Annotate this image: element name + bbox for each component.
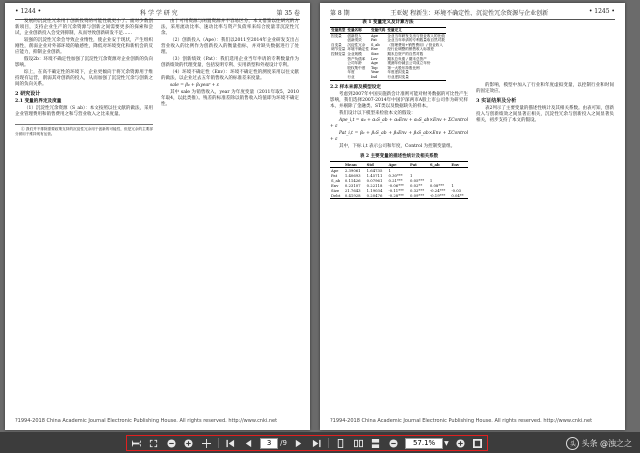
viewer-toolbar <box>126 435 488 451</box>
section-heading: 2 研究设计 <box>15 91 41 97</box>
table-cell: 期末总资产的自然对数 <box>387 51 424 56</box>
paragraph: 较强的沉淀性冗余会导致企业惰性，使企业安于现状，产生组织刚性，削弱企业对外部环境的敏感性，降低对环境变化和新机会的反应能力，抑制企业创新。 <box>15 38 153 55</box>
table-cell: 21.7643 <box>344 188 361 193</box>
paragraph: 其中 sale 为销售收入，year 为年度变量（2011年取5，2010年取4，以此类推）。残差的标准差除以销售收入均值即为环境不确定性。 <box>161 90 299 107</box>
text-column-right <box>161 19 299 109</box>
watermark-text: 头条 @浊之之 <box>581 439 632 448</box>
fit-width-icon[interactable] <box>130 437 142 449</box>
toolbar-separator <box>218 438 219 448</box>
table-cell: 沉淀性冗余 <box>347 42 366 47</box>
page-footer: ?1994-2018 China Academic Journal Electronic Publishing House. All rights reserved. http://www.cnki.net <box>330 418 593 424</box>
table-cell: 1.64735 <box>366 168 383 173</box>
paragraph: 表2列示了主要变量的描述性统计及其相关系数。由表可知，创新投入与创新绩效之间显著正相关，沉淀性冗余与创新投入之间显著负相关，初步支持了本文的假设。 <box>476 106 614 123</box>
table-cell: 0.30*** <box>388 173 403 178</box>
table-cell: 行业 <box>347 74 355 79</box>
table-cell: 0.20476 <box>366 193 383 198</box>
table-cell: 期末总负债 / 期末总资产 <box>387 56 427 61</box>
table-header-cell: S_ab <box>429 162 440 167</box>
paragraph: （3）创新绩效（Pat）：我们选用企业当年申请的专利数量作为创新绩效的代理变量，包括发明专利、实用新型和外观设计专利。 <box>161 57 299 68</box>
table-cell: 1 <box>409 173 413 178</box>
table-cell <box>330 75 346 80</box>
table-cell: 1 <box>429 178 433 183</box>
watermark <box>566 437 632 450</box>
page-footer: ?1994-2018 China Academic Journal Electronic Publishing House. All rights reserved. http://www.cnki.net <box>15 418 278 424</box>
table-cell: Pat <box>331 173 338 178</box>
table-cell: Env <box>331 183 339 188</box>
paragraph: （1）沉淀性冗余资源（S_ab）：本文按照以往文献的做法，采用企业管理费用和销售费用之和与营业收入之比来度量。 <box>15 106 153 117</box>
zoom-level-selector[interactable] <box>405 438 449 449</box>
table-cell: -0.03 <box>451 188 462 193</box>
table-header-cell: 变量定义 <box>387 28 402 32</box>
fullscreen-icon[interactable] <box>472 437 484 449</box>
header-page-number: • 1245 • <box>588 8 615 15</box>
table-row <box>330 75 446 80</box>
double-page-icon[interactable] <box>352 437 364 449</box>
table-cell: 控制变量 <box>331 51 346 56</box>
table-cell: 自变量 <box>331 42 342 47</box>
table-cell: 创新投入 <box>347 33 362 38</box>
first-page-icon[interactable] <box>225 437 237 449</box>
table-caption: 表 1 变量定义及计算方法 <box>362 20 414 25</box>
table-cell: Age <box>370 61 378 66</box>
table-cell: -0.11*** <box>388 188 404 193</box>
table-cell: -0.28*** <box>388 193 404 198</box>
table-cell: 公司年龄 <box>347 61 362 66</box>
table-header-cell: Ape <box>388 162 397 167</box>
table-cell: 企业当年申请的专利数量取自然对数 <box>387 38 445 43</box>
header-page-number: • 1244 • <box>15 8 42 15</box>
document-page-left <box>5 3 310 430</box>
table-cell: Lev <box>370 56 378 61</box>
table-cell: 调节变量 <box>331 47 346 52</box>
table-cell: 0.22118 <box>366 183 383 188</box>
section-heading: 3 实证结果及分析 <box>476 98 517 104</box>
fit-page-icon[interactable] <box>148 437 160 449</box>
table-cell: Ind <box>370 74 377 79</box>
paragraph: 其中，下标 i,t 表示公司和年度，Control 为控制变量组。 <box>339 144 456 149</box>
table-cell: Env <box>370 47 378 52</box>
table-cell: 0.23107 <box>344 183 361 188</box>
table-cell: 0.07961 <box>366 178 383 183</box>
table-cell: 0.11426 <box>344 178 361 183</box>
footnote: ① 我们并不排除需要政策支持的沉淀性冗余用于创新的可能性，但是冗余的主要部分被用于维持现有运营。 <box>15 124 153 136</box>
zoom-plus-icon[interactable] <box>454 437 466 449</box>
equation: Ape_i,t = α₀ + α₁S_ab + α₂Env + α₃S_ab×Env + ΣControl + ε <box>330 118 468 129</box>
page-number-input[interactable] <box>260 438 278 449</box>
paragraph: 考虑到2007年中国实施新会计准则可能对财务数据的可比性产生影响，我们选择2007-2014年中国沪深两市A股上市公司作为研究样本，并剔除了金融类、ST类以及数据缺失的样本。 <box>330 92 468 109</box>
single-page-icon[interactable] <box>335 437 347 449</box>
table-cell: 资产负债率 <box>347 56 366 61</box>
table-cell: 0.21*** <box>388 178 403 183</box>
table-cell: 企业规模 <box>347 51 362 56</box>
table-cell: Top <box>370 65 378 70</box>
table-cell: 0.08*** <box>429 183 445 188</box>
table-cell: 经行业调整的销售收入标准差 <box>387 47 435 52</box>
table-cell: 观测年份减去公司成立年份 <box>387 61 431 66</box>
zoom-in-icon[interactable] <box>183 437 195 449</box>
table-cell: 年度虚拟变量 <box>387 70 409 75</box>
table-row <box>330 193 468 199</box>
table-cell: -0.24*** <box>429 188 446 193</box>
variable-definition-table <box>330 20 446 81</box>
page-header <box>330 8 615 20</box>
table-cell: Debt <box>331 193 341 198</box>
table-cell: Size <box>331 188 340 193</box>
page-navigator <box>260 438 287 449</box>
page-total: /9 <box>280 439 287 447</box>
table-cell: 0.41928 <box>344 193 361 198</box>
table-header-cell: 变量代码 <box>370 28 386 32</box>
table-caption: 表 2 主要变量的描述性统计及相关系数 <box>359 154 439 159</box>
subsection-heading: 2.1 变量的界定及度量 <box>15 99 62 104</box>
zoom-level-input[interactable] <box>405 438 443 449</box>
table-cell: 1.19034 <box>366 188 383 193</box>
table-cell: 创新绩效 <box>347 38 362 43</box>
text-column-left <box>15 19 153 137</box>
header-journal: 科 学 学 研 究 <box>140 10 178 17</box>
text-column-right <box>476 83 614 125</box>
table-cell: 0.04** <box>451 193 464 198</box>
table-cell: 1 <box>451 183 454 188</box>
header-issue: 第 35 卷 <box>276 10 300 17</box>
table-cell: 1.45711 <box>366 173 383 178</box>
table-cell: 0.05*** <box>409 178 425 183</box>
table-cell: 0.32*** <box>409 188 425 193</box>
table-cell: 1 <box>388 168 391 173</box>
paragraph: （4）环境不确定性（Env）：环境不确定性的测度采用以往文献的做法，以企业过去五年销售收入的标准差来度量。 <box>161 70 299 81</box>
table-cell: 企业当年研发支出与营业收入的比值 <box>387 33 445 38</box>
chevron-down-icon[interactable]: ▼ <box>444 439 449 447</box>
document-page-right <box>320 3 625 430</box>
zoom-minus-icon[interactable] <box>387 437 399 449</box>
watermark-logo-icon: 头 <box>566 437 579 450</box>
table-cell: -0.19*** <box>429 193 446 198</box>
table-cell: 环境不确定性 <box>347 47 369 52</box>
table-cell: 因变量 <box>331 33 342 38</box>
last-page-icon[interactable] <box>310 437 322 449</box>
table-cell: Size <box>370 51 379 56</box>
continuous-scroll-icon[interactable] <box>370 437 382 449</box>
table-cell: 2.39061 <box>344 168 361 173</box>
table-cell: 1.40693 <box>344 173 361 178</box>
paragraph: 发展的沉淀性冗余用于创新投资的可能性就更小了。面对少数创新项目，支持企业生产的冗余资源与创新之间需要更多的探索和尝试，企业创新投入会受到抑制，从而导致创新研发不足…… <box>15 19 153 36</box>
paragraph: 假设2b：环境不确定性加强了沉淀性冗余资源对企业创新的负向影响。 <box>15 57 153 68</box>
table-header-cell: Mean <box>344 162 357 167</box>
table-header-cell: Std <box>366 162 374 167</box>
table-cell: 行业虚拟变量 <box>387 74 409 79</box>
table-cell: （管理费用+销售费用）/ 营业收入 <box>387 42 443 47</box>
table-header-cell: Pat <box>409 162 417 167</box>
toolbar-separator <box>328 438 329 448</box>
table-cell: Pat <box>370 38 377 43</box>
equation: Pat_i,t = β₀ + β₁S_ab + β₂Env + β₃S_ab×Env + ΣControl + ε <box>330 131 468 142</box>
table-cell: Ape <box>331 168 339 173</box>
table-cell: Ape <box>370 33 378 38</box>
paragraph: 我们设计以下模型来检验本文的假设： <box>339 111 416 116</box>
table-cell: S_ab <box>370 42 380 47</box>
table-header-cell: 变量名称 <box>347 28 362 32</box>
table-cell: -0.06*** <box>388 183 404 188</box>
paragraph: （2）创新投入（Ape）：我们以2011至2014年企业研发支出占营业收入的比例作为创新投入的衡量指标，并对缺失数据进行了处理。 <box>161 38 299 55</box>
descriptive-statistics-table <box>330 154 468 199</box>
crosshair-icon[interactable] <box>201 437 213 449</box>
next-page-icon[interactable] <box>293 437 305 449</box>
table-cell: Year <box>370 70 379 75</box>
table-cell: S_ab <box>331 178 341 183</box>
table-cell: 股权集中度 <box>347 65 366 70</box>
table-cell: 0.02** <box>409 183 423 188</box>
zoom-out-icon[interactable] <box>165 437 177 449</box>
header-issue: 第 8 期 <box>330 10 350 17</box>
paragraph: 综上，在高不确定性的环境下，企业更倾向于将冗余资源用于维持现有运营，削弱其对创新的投入，从而加强了沉淀性冗余与创新之间的负向关系。 <box>15 70 153 87</box>
header-title: 王亚妮 程新生：环境不确定性、沉淀性冗余资源与企业创新 <box>390 10 549 17</box>
text-column-left <box>330 83 468 202</box>
table-cell: 年度 <box>347 70 355 75</box>
paragraph: 的影响，模型中加入了行业和年度虚拟变量，以控制行业和时间的固定效应。 <box>476 83 614 94</box>
table-header-cell: 变量类型 <box>331 28 346 32</box>
equation: sale = β₀ + β₁year + ε <box>170 83 220 88</box>
previous-page-icon[interactable] <box>242 437 254 449</box>
table-cell: 第一大股东持股比例 <box>387 65 420 70</box>
subsection-heading: 2.2 样本来源及模型设定 <box>330 85 381 90</box>
table-cell: 0.09*** <box>409 193 425 198</box>
table-header-cell: Env <box>451 162 460 167</box>
paragraph: 由于可用资源与闲置资源并不容易区分，本文借鉴以往研究的方法，采用流动比率、速动比率与资产负债率来综合度量非沉淀性冗余。 <box>161 19 299 36</box>
